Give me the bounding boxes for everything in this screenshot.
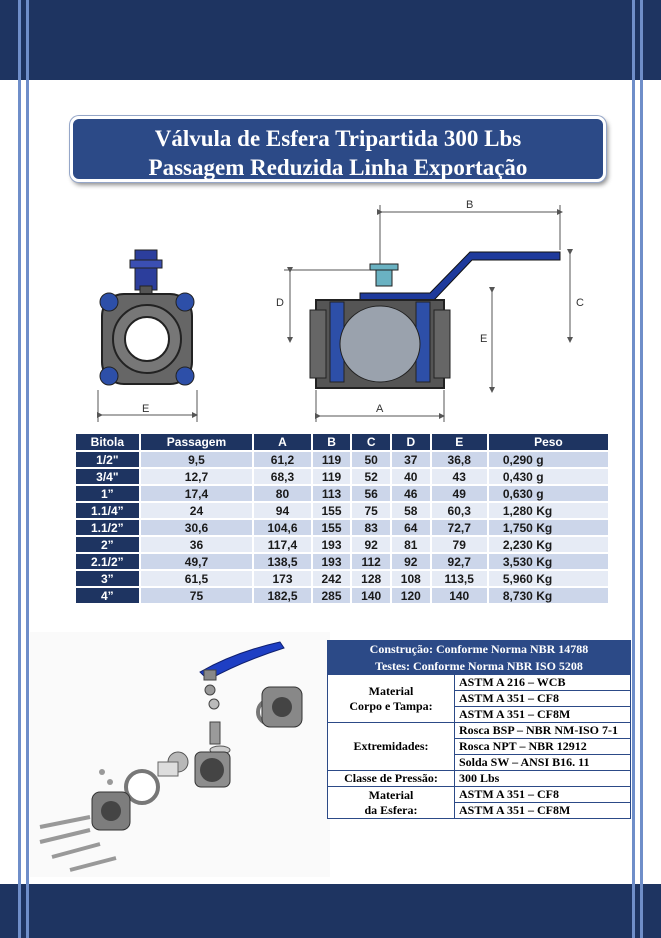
spec-value: ASTM A 351 – CF8M [455, 803, 631, 819]
table-cell: 80 [254, 486, 310, 501]
spec-testes: Testes: Conforme Norma NBR ISO 5208 [328, 658, 631, 675]
table-cell: 285 [313, 588, 351, 603]
dimensions-table [74, 432, 610, 605]
spec-value: Solda SW – ANSI B16. 11 [455, 755, 631, 771]
table-cell: 9,5 [141, 452, 253, 467]
table-header-cell: E [432, 434, 487, 450]
spec-value: ASTM A 216 – WCB [455, 675, 631, 691]
table-row-header: 1.1/4” [76, 503, 139, 518]
border-line-right-inner [632, 0, 635, 938]
table-cell: 81 [392, 537, 430, 552]
table-cell: 64 [392, 520, 430, 535]
table-row-header: 2.1/2” [76, 554, 139, 569]
table-cell: 0,430 g [489, 469, 608, 484]
side-label-e: E [142, 403, 150, 415]
table-cell: 108 [392, 571, 430, 586]
title-line-1: Válvula de Esfera Tripartida 300 Lbs [154, 126, 522, 151]
table-cell: 94 [254, 503, 310, 518]
table-cell: 43 [432, 469, 487, 484]
table-cell: 182,5 [254, 588, 310, 603]
table-header-cell: Peso [489, 434, 608, 450]
table-header-cell: Bitola [76, 434, 139, 450]
table-cell: 58 [392, 503, 430, 518]
valve-side-view [98, 250, 197, 422]
table-cell: 1,280 Kg [489, 503, 608, 518]
table-cell: 0,290 g [489, 452, 608, 467]
front-label-c: C [576, 297, 584, 309]
spec-extremidades-label: Extremidades: [328, 723, 455, 771]
table-row [76, 520, 608, 535]
valve-technical-drawing [60, 190, 620, 425]
table-cell: 173 [254, 571, 310, 586]
table-row-header: 2” [76, 537, 139, 552]
table-cell: 3,530 Kg [489, 554, 608, 569]
front-label-b: B [466, 199, 474, 211]
table-cell: 140 [352, 588, 390, 603]
table-row [76, 571, 608, 586]
table-row [76, 554, 608, 569]
table-header-cell: D [392, 434, 430, 450]
table-cell: 113 [313, 486, 351, 501]
spec-label-line: Corpo e Tampa: [349, 698, 433, 713]
table-cell: 79 [432, 537, 487, 552]
table-row [76, 537, 608, 552]
table-header-cell: C [352, 434, 390, 450]
table-cell: 49,7 [141, 554, 253, 569]
table-cell: 193 [313, 554, 351, 569]
table-cell: 49 [432, 486, 487, 501]
table-cell: 37 [392, 452, 430, 467]
border-line-right-outer [640, 0, 643, 938]
table-cell: 112 [352, 554, 390, 569]
border-line-left-inner [26, 0, 29, 938]
border-line-left-outer [18, 0, 21, 938]
table-cell: 17,4 [141, 486, 253, 501]
table-cell: 242 [313, 571, 351, 586]
front-label-e: E [480, 333, 488, 345]
table-row-header: 3/4" [76, 469, 139, 484]
spec-value: 300 Lbs [455, 771, 631, 787]
spec-value: Rosca NPT – NBR 12912 [455, 739, 631, 755]
specifications-table [327, 640, 631, 819]
table-cell: 1,750 Kg [489, 520, 608, 535]
table-cell: 155 [313, 520, 351, 535]
table-cell: 56 [352, 486, 390, 501]
table-cell: 92 [392, 554, 430, 569]
table-cell: 46 [392, 486, 430, 501]
table-cell: 113,5 [432, 571, 487, 586]
spec-label-line: Material [368, 787, 414, 802]
table-cell: 40 [392, 469, 430, 484]
table-cell: 128 [352, 571, 390, 586]
table-row [76, 588, 608, 603]
table-cell: 12,7 [141, 469, 253, 484]
table-header-row [76, 434, 608, 450]
table-cell: 119 [313, 452, 351, 467]
spec-classe-label: Classe de Pressão: [328, 771, 455, 787]
table-header-cell: Passagem [141, 434, 253, 450]
spec-value: ASTM A 351 – CF8 [455, 787, 631, 803]
table-cell: 75 [141, 588, 253, 603]
page-title [70, 116, 606, 182]
spec-label-line: da Esfera: [364, 802, 418, 817]
spec-value: ASTM A 351 – CF8 [455, 691, 631, 707]
table-row [76, 486, 608, 501]
table-cell: 120 [392, 588, 430, 603]
table-cell: 140 [432, 588, 487, 603]
table-row [76, 452, 608, 467]
table-row-header: 4” [76, 588, 139, 603]
table-cell: 119 [313, 469, 351, 484]
table-cell: 75 [352, 503, 390, 518]
table-row [76, 503, 608, 518]
table-row-header: 1” [76, 486, 139, 501]
table-cell: 92 [352, 537, 390, 552]
table-header-cell: A [254, 434, 310, 450]
table-header-cell: B [313, 434, 351, 450]
table-cell: 0,630 g [489, 486, 608, 501]
table-cell: 155 [313, 503, 351, 518]
table-row [76, 469, 608, 484]
table-cell: 50 [352, 452, 390, 467]
table-cell: 92,7 [432, 554, 487, 569]
table-cell: 8,730 Kg [489, 588, 608, 603]
table-cell: 193 [313, 537, 351, 552]
table-row-header: 3” [76, 571, 139, 586]
table-cell: 2,230 Kg [489, 537, 608, 552]
spec-material-esfera-label [328, 787, 455, 819]
table-cell: 30,6 [141, 520, 253, 535]
exploded-valve-photo [30, 632, 330, 877]
table-cell: 61,2 [254, 452, 310, 467]
spec-label-line: Material [368, 683, 414, 698]
spec-value: Rosca BSP – NBR NM-ISO 7-1 [455, 723, 631, 739]
table-cell: 24 [141, 503, 253, 518]
table-cell: 138,5 [254, 554, 310, 569]
spec-value: ASTM A 351 – CF8M [455, 707, 631, 723]
table-cell: 36,8 [432, 452, 487, 467]
table-cell: 83 [352, 520, 390, 535]
spec-construcao: Construção: Conforme Norma NBR 14788 [328, 641, 631, 658]
table-cell: 52 [352, 469, 390, 484]
valve-front-view [276, 199, 584, 422]
table-row-header: 1/2" [76, 452, 139, 467]
table-cell: 60,3 [432, 503, 487, 518]
table-cell: 36 [141, 537, 253, 552]
front-label-d: D [276, 297, 284, 309]
table-cell: 5,960 Kg [489, 571, 608, 586]
table-cell: 72,7 [432, 520, 487, 535]
front-label-a: A [376, 403, 384, 415]
header-band [0, 0, 661, 80]
table-cell: 61,5 [141, 571, 253, 586]
table-row-header: 1.1/2” [76, 520, 139, 535]
table-cell: 68,3 [254, 469, 310, 484]
table-cell: 104,6 [254, 520, 310, 535]
title-line-2: Passagem Reduzida Linha Exportação [148, 155, 528, 180]
table-cell: 117,4 [254, 537, 310, 552]
spec-material-corpo-label [328, 675, 455, 723]
footer-band [0, 884, 661, 938]
